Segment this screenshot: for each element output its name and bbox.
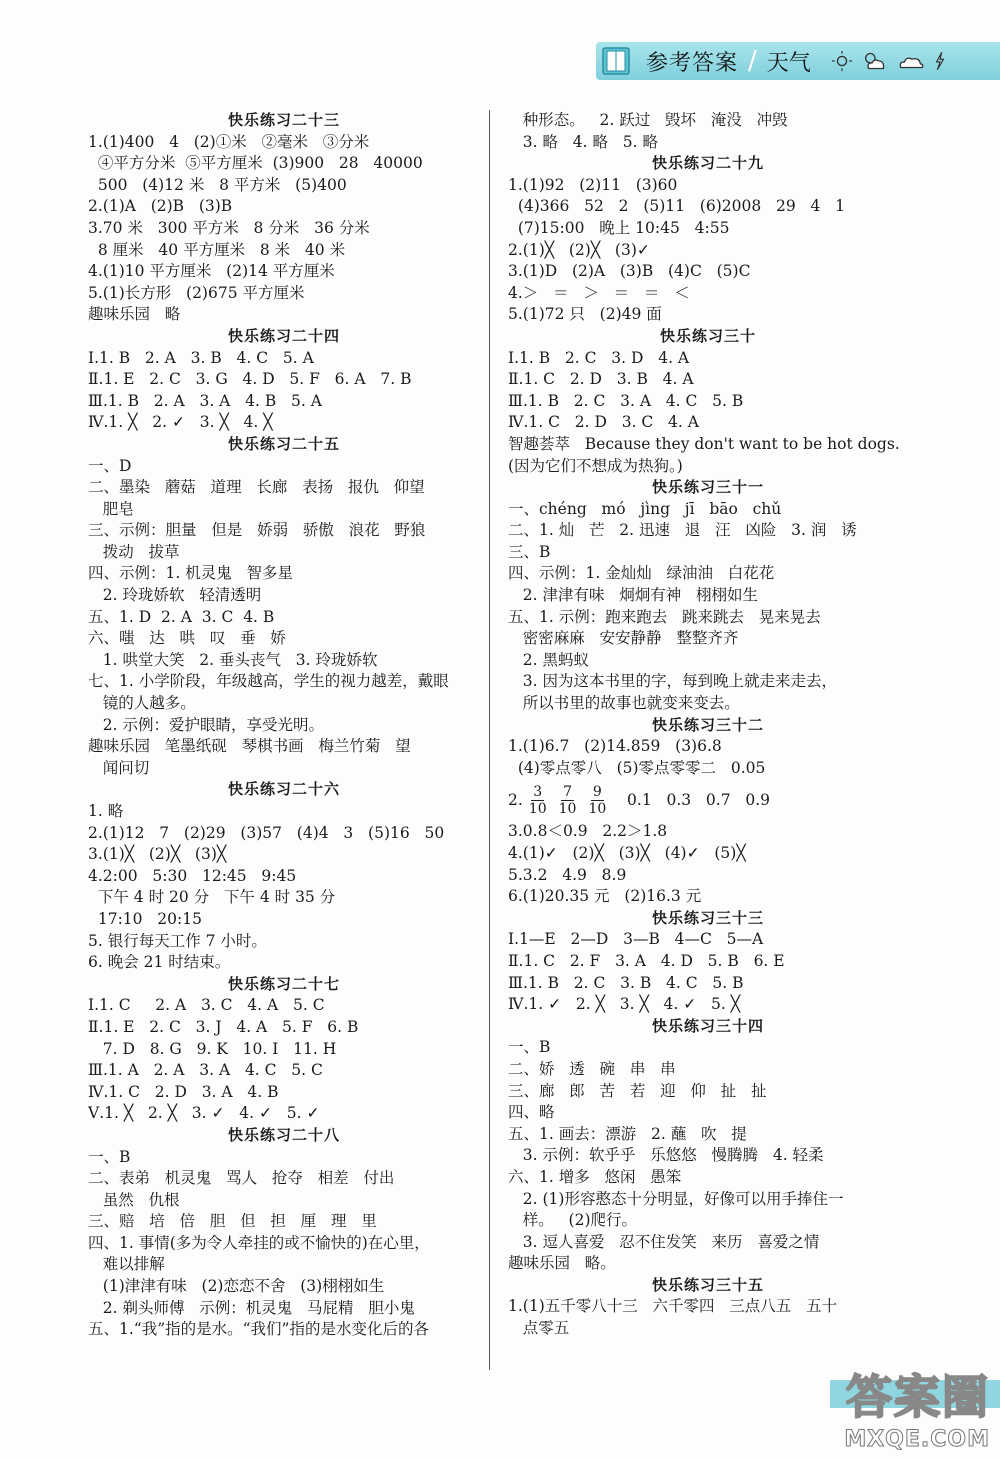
answer-line: Ⅳ.1. ✓ 2. ╳ 3. ╳ 4. ✓ 5. ╳ — [508, 995, 741, 1014]
answer-line: 二、1. 灿 芒 2. 迅速 退 汪 凶险 3. 润 诱 — [508, 521, 857, 540]
answer-line: (因为它们不想成为热狗。) — [508, 456, 683, 475]
section-heading: 快乐练习三十四 — [651, 1016, 764, 1035]
answer-line: 1.(1)五千零八十三 六千零四 三点八五 五十 — [508, 1297, 838, 1316]
answer-line: 2. 剃头师傅 示例：机灵鬼 马屁精 胆小鬼 — [88, 1298, 415, 1317]
answer-line: 4.(1)✓ (2)╳ (3)╳ (4)✓ (5)╳ — [508, 844, 746, 862]
answer-line: 1.(1)6.7 (2)14.859 (3)6.8 — [508, 737, 722, 756]
answer-line: 二、墨染 蘑菇 道理 长廊 表扬 报仇 仰望 — [88, 478, 425, 497]
answer-line: Ⅲ.1. A 2. A 3. A 4. C 5. C — [88, 1061, 323, 1080]
answer-line: 样。 (2)爬行。 — [508, 1211, 638, 1230]
answer-line: 二、娇 透 碗 串 串 — [508, 1059, 676, 1078]
answer-line: 趣味乐园 笔墨纸砚 琴棋书画 梅兰竹菊 望 — [88, 737, 411, 756]
answer-line: Ⅱ.1. E 2. C 3. J 4. A 5. F 6. B — [88, 1017, 359, 1036]
answer-line: (1)津津有味 (2)恋恋不舍 (3)栩栩如生 — [88, 1277, 385, 1296]
answer-line: Ⅲ.1. B 2. C 3. A 4. C 5. B — [508, 391, 744, 410]
answer-line: 六、嗤 达 哄 叹 垂 娇 — [88, 629, 286, 648]
answer-line: 趣味乐园 略。 — [508, 1254, 616, 1273]
answer-line: Ⅱ.1. E 2. C 3. G 4. D 5. F 6. A 7. B — [88, 370, 412, 389]
answer-line: 2. (1)形容憨态十分明显，好像可以用手捧住一 — [508, 1189, 844, 1208]
answer-line: 点零五 — [508, 1319, 570, 1338]
answer-line: (4)366 52 2 (5)11 (6)2008 29 4 1 — [508, 197, 845, 216]
answer-line: 种形态。 2. 跃过 毁坏 淹没 冲毁 — [508, 111, 788, 129]
answer-line: Ⅱ.1. C 2. D 3. B 4. A — [508, 370, 694, 389]
watermark — [780, 1361, 990, 1453]
answer-line: 虽然 仇根 — [88, 1190, 180, 1209]
answer-line: 五、1. D 2. A 3. C 4. B — [88, 607, 275, 626]
answer-line: 一、B — [508, 1038, 551, 1057]
sun-icon — [831, 49, 853, 73]
answer-line: 5.(1)长方形 (2)675 平方厘米 — [88, 283, 305, 302]
answer-line: 2. 黑蚂蚁 — [508, 650, 589, 669]
answer-line: 五、1. 画去：漂游 2. 蘸 吹 提 — [508, 1124, 747, 1143]
answer-line: 5.3.2 4.9 8.9 — [508, 865, 627, 884]
section-heading: 快乐练习三十一 — [651, 478, 764, 497]
answer-line: 2.(1)╳ (2)╳ (3)✓ — [508, 240, 650, 259]
answer-line: 17:10 20:15 — [88, 909, 202, 928]
section-heading: 快乐练习二十三 — [227, 111, 340, 129]
answer-line: Ⅲ.1. B 2. C 3. B 4. C 5. B — [508, 973, 744, 992]
answer-line: 五、1.“我”指的是水。“我们”指的是水变化后的各 — [88, 1320, 429, 1339]
answer-line: 2.(1)12 7 (2)29 (3)57 (4)4 3 (5)16 50 — [88, 823, 445, 842]
section-heading: 快乐练习三十二 — [651, 715, 764, 734]
answer-line: 肥皂 — [88, 499, 134, 518]
answer-line: 1. 略 — [88, 802, 124, 820]
left-column — [88, 110, 480, 1341]
answer-line: 1.(1)92 (2)11 (3)60 — [508, 175, 678, 194]
answer-line: 一、chéng mó jìng jī bāo chǔ — [508, 499, 782, 518]
answer-line: Ⅰ.1. C 2. A 3. C 4. A 5. C — [88, 996, 325, 1015]
answer-line: 四、1. 事情(多为令人牵挂的或不愉快的)在心里， — [88, 1233, 430, 1252]
answer-line: 6. 晚会 21 时结束。 — [88, 953, 231, 972]
answer-line: 3.(1)D (2)A (3)B (4)C (5)C — [508, 262, 751, 281]
answer-line: 4.＞ ＝ ＞ ＝ ＝ ＜ — [508, 283, 690, 302]
answer-line: 4.2:00 5:30 12:45 9:45 — [88, 866, 297, 885]
answer-line: 1. 哄堂大笑 2. 垂头丧气 3. 玲珑娇软 — [88, 650, 378, 669]
answer-line: 5.(1)72 只 (2)49 面 — [508, 305, 662, 324]
watermark-logo: 答案圈 — [846, 1370, 990, 1424]
numerator: 9 — [592, 783, 602, 800]
answer-line: 六、1. 增多 悠闲 愚笨 — [508, 1167, 682, 1186]
answer-line: 1.(1)400 4 (2)①米 ②毫米 ③分米 — [88, 132, 370, 151]
numerator: 3 — [533, 783, 543, 800]
denominator: 10 — [558, 800, 577, 817]
answer-line: 下午 4 时 20 分 下午 4 时 35 分 — [88, 888, 336, 907]
answer-line: 难以排解 — [88, 1255, 165, 1274]
answer-line: 7. D 8. G 9. K 10. I 11. H — [88, 1039, 337, 1058]
answer-line: 2. 示例：爱护眼睛，享受光明。 — [88, 715, 324, 734]
answer-line: Ⅳ.1. ╳ 2. ✓ 3. ╳ 4. ╳ — [88, 413, 273, 432]
cloud-icon — [897, 49, 925, 73]
answer-line: 3. 示例：软乎乎 乐悠悠 慢腾腾 4. 轻柔 — [508, 1146, 824, 1165]
answer-line: 趣味乐园 略 — [88, 305, 181, 324]
header-banner — [596, 42, 1000, 80]
answer-line: 一、B — [88, 1147, 131, 1166]
lightning-icon — [933, 49, 947, 73]
section-heading: 快乐练习三十 — [659, 326, 756, 345]
answer-line: 一、D — [88, 456, 132, 475]
denominator: 10 — [588, 800, 607, 817]
answer-line: 七、1. 小学阶段，年级越高，学生的视力越差，戴眼 — [88, 672, 449, 691]
numerator: 7 — [563, 783, 572, 800]
fraction-prefix: 2. — [508, 791, 523, 810]
answer-line: 三、示例：胆量 但是 娇弱 骄傲 浪花 野狼 — [88, 521, 426, 540]
answer-line: (4)零点零八 (5)零点零零二 0.05 — [508, 758, 766, 777]
answer-line: 4.(1)10 平方厘米 (2)14 平方厘米 — [88, 262, 335, 281]
section-heading: 快乐练习二十八 — [227, 1125, 340, 1144]
answer-line: 8 厘米 40 平方厘米 8 米 40 米 — [88, 240, 346, 259]
section-heading: 快乐练习二十四 — [227, 326, 340, 345]
answer-line: Ⅱ.1. C 2. F 3. A 4. D 5. B 6. E — [508, 951, 785, 970]
answer-line-fractions — [508, 779, 908, 821]
answer-line: (7)15:00 晚上 10:45 4:55 — [508, 218, 730, 237]
answer-line: Ⅳ.1. C 2. D 3. C 4. A — [508, 413, 699, 432]
answer-line: 500 (4)12 米 8 平方米 (5)400 — [88, 175, 347, 194]
fraction-suffix: 0.1 0.3 0.7 0.9 — [612, 791, 771, 810]
watermark-site: MXQE.COM — [844, 1427, 990, 1452]
book-icon — [600, 46, 634, 76]
answer-line: 四、示例：1. 机灵鬼 智多星 — [88, 564, 293, 583]
answer-line: 所以书里的故事也就变来变去。 — [508, 694, 740, 713]
answer-line: 3.0.8＜0.9 2.2＞1.8 — [508, 822, 668, 841]
answer-line: 闻问切 — [88, 758, 150, 777]
header-title: 参考答案 — [646, 50, 739, 76]
fraction — [529, 784, 547, 817]
answer-line: 三、赔 培 倍 胆 但 担 厘 理 里 — [88, 1212, 377, 1231]
answer-line: 拨动 拔草 — [88, 542, 180, 561]
fraction — [588, 784, 606, 817]
answer-line: 3.70 米 300 平方米 8 分米 36 分米 — [88, 218, 370, 237]
answer-line: 3.(1)╳ (2)╳ (3)╳ — [88, 845, 227, 864]
section-heading: 快乐练习三十五 — [651, 1275, 764, 1294]
answer-line: 3. 因为这本书里的字，每到晚上就走来走去， — [508, 672, 837, 691]
denominator: 10 — [528, 800, 547, 817]
answer-line: Ⅴ.1. ╳ 2. ╳ 3. ✓ 4. ✓ 5. ✓ — [88, 1104, 320, 1123]
answer-line: Ⅰ.1. B 2. A 3. B 4. C 5. A — [88, 348, 314, 367]
answer-line: 镜的人越多。 — [88, 694, 196, 713]
right-column — [508, 110, 908, 1340]
answer-line: Ⅳ.1. C 2. D 3. A 4. B — [88, 1082, 279, 1101]
section-heading: 快乐练习三十三 — [651, 908, 764, 927]
answer-line: 2. 津津有味 炯炯有神 栩栩如生 — [508, 586, 759, 605]
answer-line: 二、表弟 机灵鬼 骂人 抢夺 相差 付出 — [88, 1169, 395, 1188]
section-heading: 快乐练习二十七 — [227, 974, 340, 993]
weather-icons — [831, 49, 947, 73]
answer-line: 四、略 — [508, 1103, 555, 1122]
fraction — [559, 784, 577, 817]
answer-line: 3. 略 4. 略 5. 略 — [508, 132, 658, 151]
answer-line: Ⅰ.1—E 2—D 3—B 4—C 5—A — [508, 930, 764, 949]
answer-line: 五、1. 示例：跑来跑去 跳来跳去 晃来晃去 — [508, 607, 821, 626]
answer-line: 2.(1)A (2)B (3)B — [88, 197, 233, 216]
answer-line: 6.(1)20.35 元 (2)16.3 元 — [508, 887, 702, 906]
answer-line: 智趣荟萃 Because they don't want to be hot dogs. — [508, 434, 900, 453]
answer-line: 三、B — [508, 542, 551, 561]
header-section: 天气 — [766, 50, 811, 76]
column-divider — [489, 110, 490, 1370]
answer-line: 四、示例：1. 金灿灿 绿油油 白花花 — [508, 564, 775, 583]
section-heading: 快乐练习二十五 — [227, 434, 340, 453]
answer-line: 密密麻麻 安安静静 整整齐齐 — [508, 629, 739, 648]
answer-line: 3. 逗人喜爱 忍不住发笑 来历 喜爱之情 — [508, 1232, 820, 1251]
answer-line: Ⅲ.1. B 2. A 3. A 4. B 5. A — [88, 391, 322, 410]
partly-cloudy-icon — [861, 49, 889, 73]
answer-line: ④平方分米 ⑤平方厘米 (3)900 28 40000 — [88, 154, 423, 173]
section-heading: 快乐练习二十六 — [227, 780, 340, 799]
section-heading: 快乐练习二十九 — [651, 154, 764, 173]
header-slash: / — [748, 46, 757, 76]
answer-line: 三、廊 郎 苦 若 迎 仰 扯 扯 — [508, 1081, 767, 1100]
answer-line: 2. 玲珑娇软 轻清透明 — [88, 586, 262, 605]
answer-line: Ⅰ.1. B 2. C 3. D 4. A — [508, 348, 690, 367]
answer-line: 5. 银行每天工作 7 小时。 — [88, 931, 267, 950]
